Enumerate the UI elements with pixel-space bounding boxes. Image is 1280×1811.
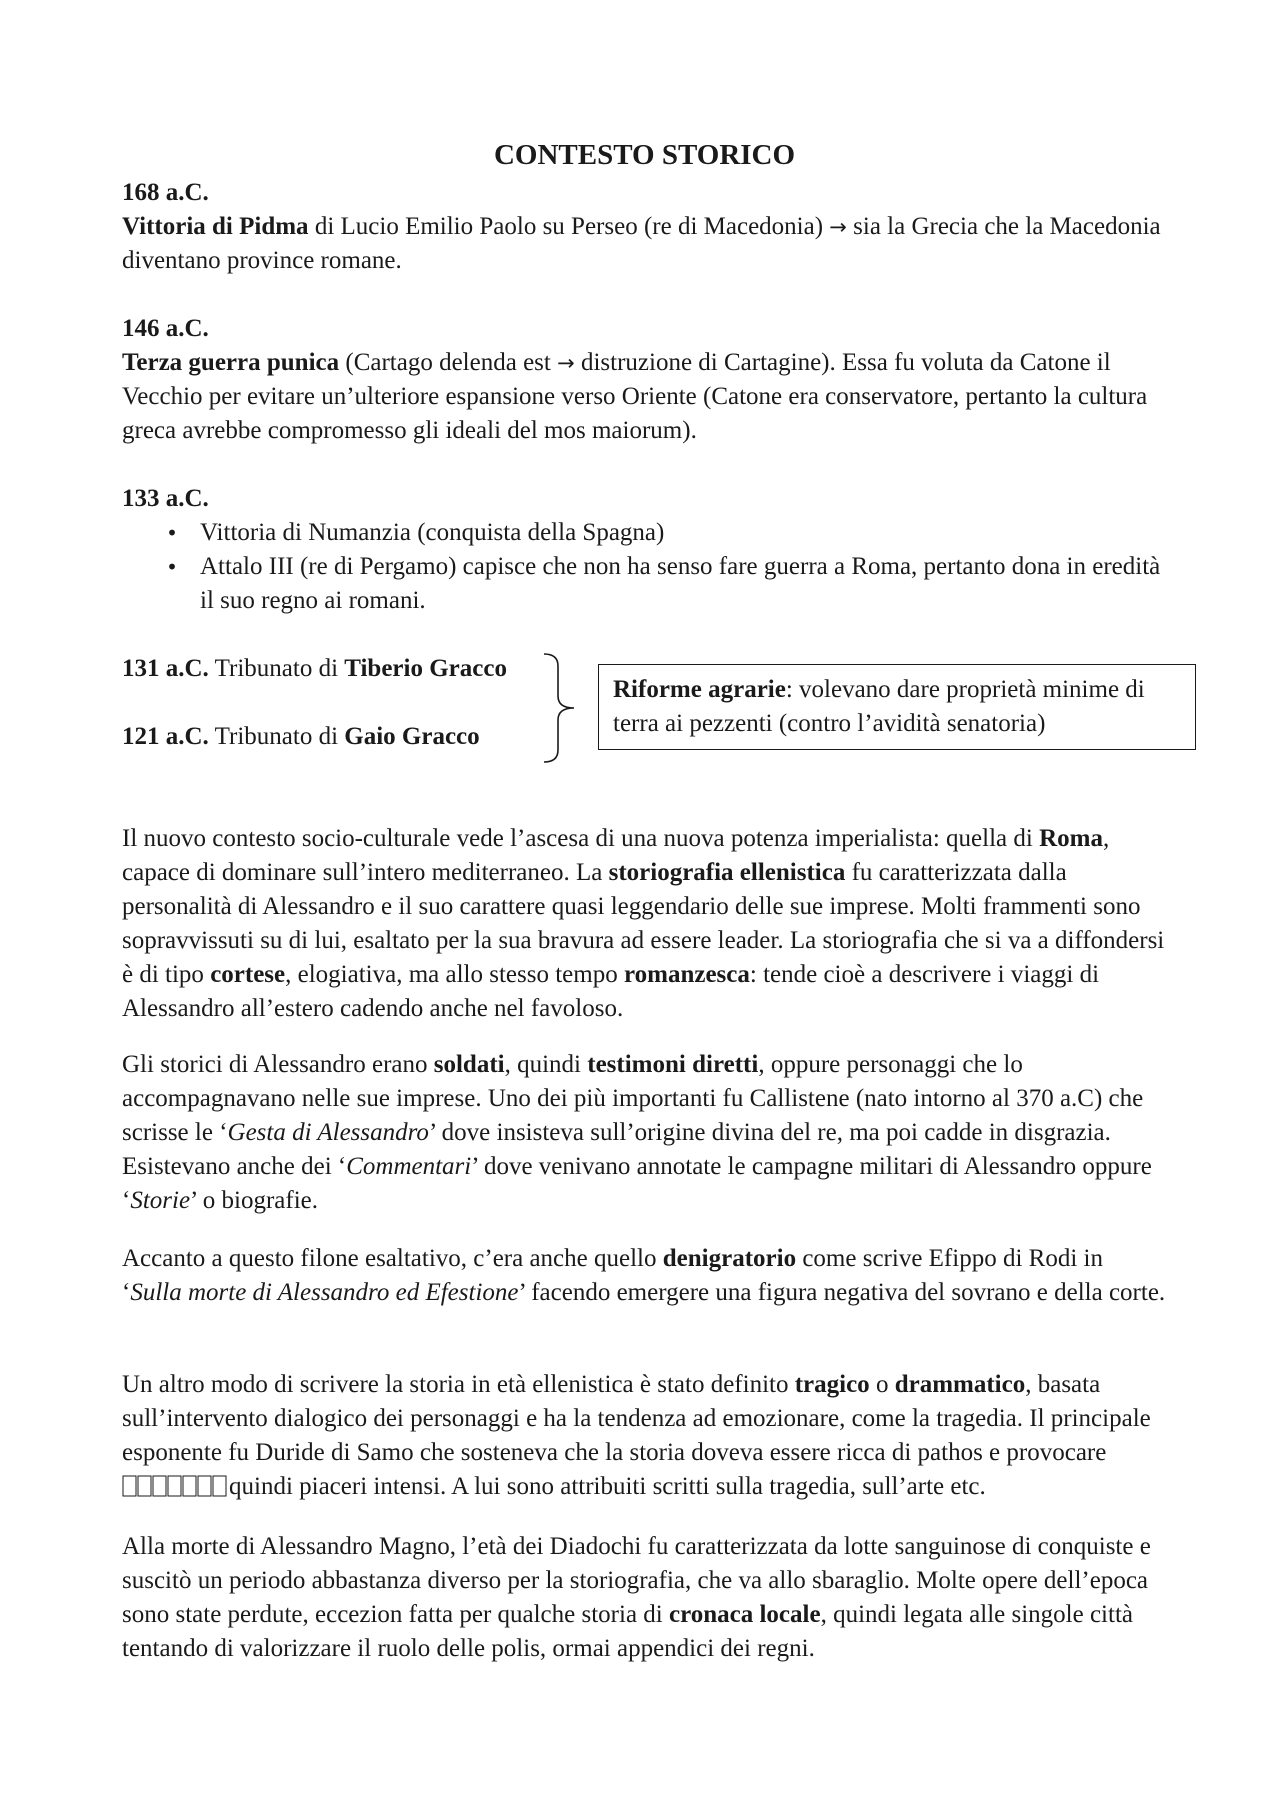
- italic-title: Gesta di Alessandro: [227, 1119, 429, 1146]
- section-133: [122, 482, 1167, 618]
- missing-glyph-boxes-icon: [122, 1475, 229, 1497]
- bullet-icon: •: [166, 521, 178, 545]
- bold-phrase: tragico: [794, 1371, 870, 1398]
- right-brace-icon: [540, 652, 580, 764]
- text-run: : volevano dare proprietà minime di terra ai pezzenti (contro l’avidità senatoria): [613, 676, 1145, 737]
- text-run: , capace di dominare sull’intero mediterraneo. La: [122, 825, 1110, 886]
- text-run: di Lucio Emilio Paolo su Perseo (re di Macedonia): [308, 213, 830, 240]
- page-title: CONTESTO STORICO: [493, 139, 796, 171]
- text-run: distruzione di Cartagine). Essa fu voluta da Catone il Vecchio per evitare un’ulteriore espansione verso Oriente (Catone era conservatore, pertanto la cultura greca avrebbe compromesso gli ideali del mos maiorum).: [122, 349, 1148, 444]
- paragraph-5: [122, 1530, 1167, 1666]
- tribunato-tiberio: [122, 652, 507, 686]
- bold-phrase: Terza guerra punica: [122, 349, 340, 376]
- text-run: , oppure personaggi che lo accompagnavano nelle sue imprese. Uno dei più importanti fu Callistene (nato intorno al 370 a.C) che scrisse le ‘: [122, 1051, 1144, 1146]
- date-121: 121 a.C.: [122, 723, 209, 750]
- paragraph-2: [122, 1048, 1167, 1218]
- bold-phrase: denigratorio: [662, 1245, 797, 1272]
- list-item-text: Attalo III (re di Pergamo) capisce che non ha senso fare guerra a Roma, pertanto dona in eredità il suo regno ai romani.: [200, 553, 1161, 614]
- text-run: Tribunato di: [208, 655, 345, 682]
- list-item-text: Vittoria di Numanzia (conquista della Spagna): [200, 519, 665, 546]
- name-tiberio: Tiberio Gracco: [344, 655, 507, 682]
- text-run: Un altro modo di scrivere la storia in età ellenistica è stato definito: [122, 1371, 795, 1398]
- section-168-text: [122, 210, 1167, 278]
- riforme-agrarie-box: [598, 664, 1196, 750]
- italic-title: Commentari: [346, 1153, 472, 1180]
- bold-phrase: storiografia ellenistica: [608, 859, 846, 886]
- text-run: , quindi legata alle singole città tentando di valorizzare il ruolo delle polis, ormai appendici dei regni.: [122, 1601, 1133, 1662]
- text-run: Tribunato di: [208, 723, 345, 750]
- bullet-list: [122, 516, 1167, 618]
- tribunato-gaio: [122, 720, 480, 754]
- bold-phrase: cortese: [210, 961, 286, 988]
- text-run: come scrive Efippo di Rodi in ‘: [122, 1245, 1103, 1306]
- text-run: ’ dove insisteva sull’origine divina del re, ma poi cadde in disgrazia. Esistevano anche dei ‘: [122, 1119, 1111, 1180]
- bold-phrase: testimoni diretti: [587, 1051, 759, 1078]
- text-run: o: [869, 1371, 895, 1398]
- section-146: [122, 312, 1167, 448]
- name-gaio: Gaio Gracco: [344, 723, 480, 750]
- text-run: Alla morte di Alessandro Magno, l’età dei Diadochi fu caratterizzata da lotte sanguinose di conquiste e suscitò un periodo abbastanza diverso per la storiografia, che va allo sbaraglio. Molte opere dell’epoca sono state perdute, eccezion fatta per qualche storia di: [122, 1533, 1151, 1628]
- text-run: (Cartago delenda est: [339, 349, 558, 376]
- bold-phrase: cronaca locale: [669, 1601, 821, 1628]
- date-168: 168 a.C.: [122, 179, 209, 206]
- bullet-icon: •: [166, 555, 178, 579]
- arrow-right-icon: →: [829, 215, 847, 239]
- text-run: ’ o biografie.: [190, 1187, 319, 1214]
- section-168: [122, 176, 1167, 278]
- list-item: [122, 516, 1167, 550]
- bold-phrase: Riforme agrarie: [613, 676, 786, 703]
- date-146: 146 a.C.: [122, 315, 209, 342]
- list-item: [122, 550, 1167, 618]
- text-run: , elogiativa, ma allo stesso tempo: [285, 961, 624, 988]
- section-146-text: [122, 346, 1167, 448]
- bold-phrase: soldati: [433, 1051, 505, 1078]
- text-run: fu caratterizzata dalla personalità di Alessandro e il suo carattere quasi leggendario delle sue imprese. Molti frammenti sono sopravvissuti su di lui, esaltato per la sua bravura ad essere leader. La storiografia che si va a diffondersi è di tipo: [122, 859, 1165, 988]
- paragraph-1: [122, 822, 1167, 1026]
- paragraph-3: [122, 1242, 1167, 1310]
- date-133: 133 a.C.: [122, 485, 209, 512]
- text-run: , basata sull’intervento dialogico dei personaggi e ha la tendenza ad emozionare, come la tragedia. Il principale esponente fu Duride di Samo che sosteneva che la storia doveva essere ricca di pathos e provocare: [122, 1371, 1151, 1466]
- text-run: ’ facendo emergere una figura negativa del sovrano e della corte.: [518, 1279, 1166, 1306]
- text-run: Il nuovo contesto socio-culturale vede l’ascesa di una nuova potenza imperialista: quella di: [122, 825, 1040, 852]
- date-131: 131 a.C.: [122, 655, 209, 682]
- bold-phrase: drammatico: [894, 1371, 1026, 1398]
- text-run: , quindi: [504, 1051, 588, 1078]
- bold-phrase: romanzesca: [623, 961, 750, 988]
- bold-phrase: Vittoria di Pidma: [122, 213, 309, 240]
- text-run: sia la Grecia che la Macedonia diventano province romane.: [122, 213, 1161, 274]
- paragraph-4: [122, 1368, 1167, 1504]
- italic-title: Storie: [130, 1187, 191, 1214]
- bold-phrase: Roma: [1039, 825, 1103, 852]
- text-run: Gli storici di Alessandro erano: [122, 1051, 434, 1078]
- arrow-right-icon: →: [557, 351, 575, 375]
- text-run: quindi piaceri intensi. A lui sono attribuiti scritti sulla tragedia, sull’arte etc.: [229, 1473, 986, 1500]
- text-run: Accanto a questo filone esaltativo, c’era anche quello: [122, 1245, 663, 1272]
- text-run: : tende cioè a descrivere i viaggi di Alessandro all’estero cadendo anche nel favoloso.: [122, 961, 1100, 1022]
- text-run: ’ dove venivano annotate le campagne militari di Alessandro oppure ‘: [122, 1153, 1152, 1214]
- italic-title: Sulla morte di Alessandro ed Efestione: [130, 1279, 519, 1306]
